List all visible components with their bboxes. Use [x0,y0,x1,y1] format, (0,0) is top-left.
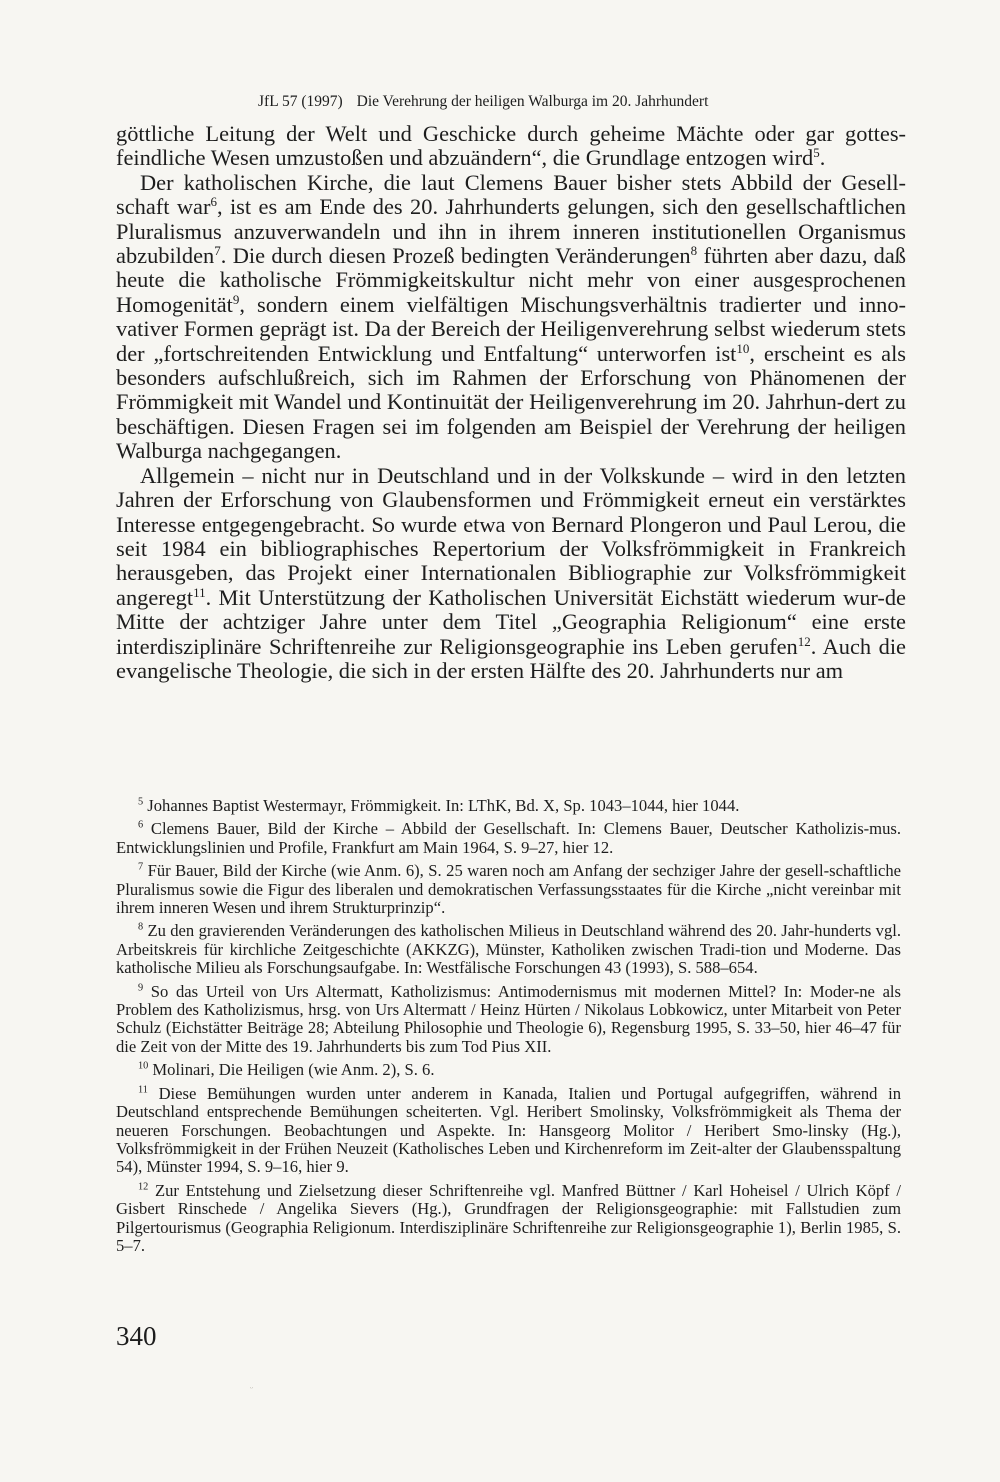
main-text [116,122,906,683]
paragraph: Allgemein – nicht nur in Deutschland und in der Volkskunde – wird in den letzten Jahren der Erforschung von Glaubensformen und Frömmigkeit erneut ein verstärktes Interesse entgegengebracht. So wurde etwa von Bernard Plongeron und Paul Lerou, die seit 1984 ein bibliographisches Repertorium der Volksfrömmigkeit in Frankreich herausgeben, das Projekt einer Internationalen Bibliographie zur Volksfrömmigkeit angeregt$^{11}$. Mit Unterstützung der Katholischen Universität Eichstätt wiederum wur-de Mitte der achtziger Jahre unter dem Titel „Geographia Religionum“ eine erste interdisziplinäre Schriftenreihe zur Religionsgeographie ins Leben gerufen$^{12}$. Auch die evangelische Theologie, die sich in der ersten Hälfte des 20. Jahrhunderts nur am [116,462,906,683]
footnote-number: 7 [138,861,144,873]
footnote-number: 12 [138,1181,149,1193]
footnote-ref[interactable]: 6 [210,194,217,210]
journal-reference: JfL 57 (1997) [258,93,343,110]
footnote-ref[interactable]: 10 [736,340,750,356]
footnote-ref[interactable]: 5 [813,145,820,161]
footnote-ref[interactable]: 9 [232,291,240,307]
footnote: $^{12}$ Zur Entstehung und Zielsetzung dieser Schriftenreihe vgl. Manfred Büttner / Karl Hoheisel / Ulrich Köpf / Gisbert Rinschede / Angelika Sievers (Hg.), Grundfragen der Religionsgeographie: mit Fallstudien zum Pilgertourismus (Geographia Religionum. Interdisziplinäre Schriftenreihe zur Religionsgeographie 1), Berlin 1985, S. 5–7. [116,1180,901,1255]
footnote: $^{10}$ Molinari, Die Heiligen (wie Anm. 2), S. 6. [138,1060,435,1080]
footnote-ref[interactable]: 11 [193,584,206,600]
footnotes-section [116,797,901,1260]
footnote-number: 11 [138,1084,148,1096]
footnote: $^7$ Für Bauer, Bild der Kirche (wie Anm. 6), S. 25 waren noch am Anfang der sechziger Jahre der gesell-schaftliche Pluralismus sowie die Figur des liberalen und demokratischen Verfassungsstaates für die Kirche „nicht vereinbar mit ihrem inneren Wesen und ihrem Strukturprinzip“. [116,861,901,918]
footnote-ref[interactable]: 7 [214,242,221,258]
running-header [258,93,818,111]
footnote: $^5$ Johannes Baptist Westermayr, Frömmigkeit. In: LThK, Bd. X, Sp. 1043–1044, hier 1044. [138,796,740,815]
footnote: $^9$ So das Urteil von Urs Altermatt, Katholizismus: Antimodernismus mit modernen Mittel? In: Moder-ne als Problem des Katholizismus, hrsg. von Urs Altermatt / Heinz Hürten / Nikolaus Lobkowicz, unter Mitarbeit von Peter Schulz (Eichstätter Beiträge 28; Abteilung Philosophie und Theologie 6), Regensburg 1995, S. 33–50, hier 46–47 für die Zeit von der Mitte des 19. Jahrhunderts bis zum Tod Pius XII. [116,981,901,1056]
footnote: $^8$ Zu den gravierenden Veränderungen des katholischen Milieus in Deutschland während des 20. Jahr-hunderts vgl. Arbeitskreis für kirchliche Zeitgeschichte (AKKZG), Münster, Katholiken zwischen Tradi-tion und Moderne. Das katholische Milieu als Forschungsaufgabe. In: Westfälische Forschungen 43 (1993), S. 588–654. [116,921,901,978]
article-title: Die Verehrung der heiligen Walburga im 20. Jahrhundert [356,93,709,110]
footnote-ref[interactable]: 12 [797,633,811,649]
footnote-number: 9 [138,982,144,994]
footnote-number: 10 [138,1060,149,1072]
footnote-ref[interactable]: 8 [690,242,698,258]
footnote: $^6$ Clemens Bauer, Bild der Kirche – Abbild der Gesellschaft. In: Clemens Bauer, Deutscher Katholizis-mus. Entwicklungslinien und Profile, Frankfurt am Main 1964, S. 9–27, hier 12. [116,819,901,857]
footnote-number: 8 [138,922,144,934]
page-number: 340 [116,1321,157,1351]
paragraph: göttliche Leitung der Welt und Geschicke durch geheime Mächte oder gar gottes-feindliche Wesen umzustoßen und abzuändern“, die Grundlage entzogen wird$^5$. [116,121,906,171]
paragraph: Der katholischen Kirche, die laut Clemens Bauer bisher stets Abbild der Gesell-schaft war$^6$, ist es am Ende des 20. Jahrhunderts gelungen, sich den gesellschaftlichen Pluralismus anzuverwandeln und ihn in ihrem inneren institutionellen Organismus abzubilden$^7$. Die durch diesen Prozeß bedingten Veränderungen$^8$ führten aber dazu, daß heute die katholische Frömmigkeitskultur nicht mehr von einer ausgesprochenen Homogenität$^9$, sondern einem vielfältigen Mischungsverhältnis tradierter und inno-vativer Formen geprägt ist. Da der Bereich der Heiligenverehrung selbst wiederum stets der „fortschreitenden Entwicklung und Entfaltung“ unterworfen ist$^{10}$, erscheint es als besonders aufschlußreich, sich im Rahmen der Erforschung von Phänomenen der Frömmigkeit mit Wandel und Kontinuität der Heiligenverehrung im 20. Jahrhun-dert zu beschäftigen. Diesen Fragen sei im folgenden am Beispiel der Verehrung der heiligen Walburga nachgegangen. [116,169,907,464]
footnote-number: 5 [138,796,144,808]
scan-speck-mark: ᵕ [250,1383,253,1394]
footnote: $^{11}$ Diese Bemühungen wurden unter anderem in Kanada, Italien und Portugal aufgegriffen, während in Deutschland entsprechende Bemühungen scheiterten. Vgl. Heribert Smolinsky, Volksfrömmigkeit als Thema der neueren Forschungen. Beobachtungen und Aspekte. In: Hansgeorg Molitor / Heribert Smo-linsky (Hg.), Volksfrömmigkeit in der Frühen Neuzeit (Katholisches Leben und Kirchenreform im Zeit-alter der Glaubensspaltung 54), Münster 1994, S. 9–16, hier 9. [116,1083,901,1177]
footnote-number: 6 [138,820,144,832]
